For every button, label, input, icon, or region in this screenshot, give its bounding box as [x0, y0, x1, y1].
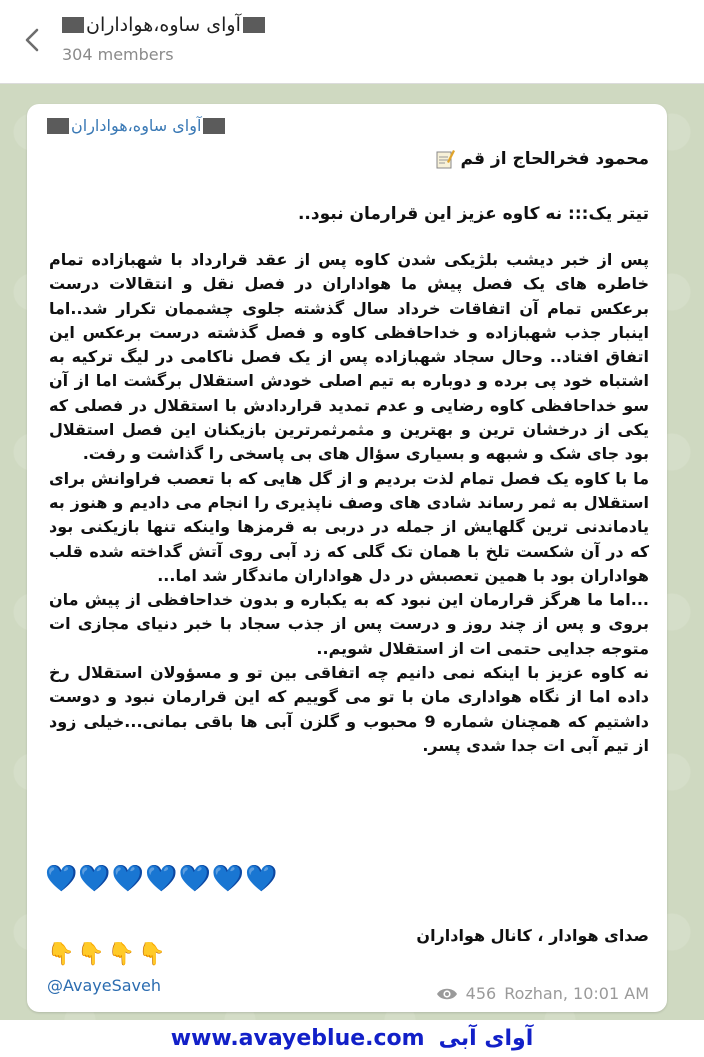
- blue-heart-icon: 💙: [78, 864, 112, 894]
- blue-heart-icon: 💙: [178, 864, 212, 894]
- pointing-down-icon: 👇: [77, 942, 108, 967]
- channel-handle-link[interactable]: @AvayeSaveh: [47, 976, 162, 995]
- channel-avatar-icon: [243, 17, 265, 33]
- blue-heart-icon: 💙: [211, 864, 246, 894]
- back-button[interactable]: [14, 22, 50, 58]
- watermark-banner: [0, 1020, 704, 1057]
- message-author: [433, 148, 649, 170]
- chat-title[interactable]: [62, 14, 265, 36]
- chat-header: [0, 0, 704, 84]
- watermark-name: آوای آبی: [438, 1026, 534, 1051]
- channel-avatar-icon: [203, 118, 225, 134]
- message-body: پس از خبر دیشب بلژیکی شدن کاوه پس از عقد قرارداد با شهبازاده تمام خاطره های یک فصل پیش ما هواداران در فصل نقل و انتقالات درست برعکس تمام آن اتفاقات خرداد سال گذشته جلوی چشممان تکرار شد..اما اینبار جذب شهبازاده و خداحافظی کاوه و فصل گذشته درست برعکس این اتفاق افتاد.. وحال سجاد شهبازاده پس از یک فصل ناکامی در لیگ ترکیه به اشتباه خود پی برده و دوباره به تیم اصلی خودش استقلال برگشت اما از آن سو خداحافظی کاوه رضایی و عدم تمدید قراردادش با استقلال در فصلی که یکی از درخشان ترین و بهترین و مثمرثمرترین بازیکنان این فصل استقلال بود جای شک و شبهه و بسیاری سؤال های بی پاسخی را گذاشت و رفت. ما با کاوه یک فصل تمام لذت بردیم و از گل هایی که با تعصب فراوانش برای استقلال به ثمر رساند شادی های وصف ناپذیری را انجام می دادیم و هنوز به یادماندنی ترین گلهایش از جمله در دربی به قرمزها واینکه تنها بازیکنی بود که در آن شکست تلخ با همان تک گلی که زد آبی روی آتش گداخته شده قلب هواداران بود با همین تعصبش در دل هواداران ماندگار شد اما... ...اما ما هرگز قرارمان این نبود که به یکباره و بدون خداحافظی از پیش مان بروی و پس از چند روز و درست پس از جذب سجاد با خبر دنیای مجازی ات متوجه جدایی حتمی ات از استقلال شویم.. نه کاوه عزیز با اینکه نمی دانیم چه اتفاقی بین تو و مسؤولان استقلال رخ داده اما از نگاه هواداری مان با تو می گوییم که این قرارمان نبود و دوست داشتیم که همچنان شماره 9 محبوب و گلزن آبی ها باقی بمانی...خیلی زود از تیم آبی ات جدا شدی پسر.: [49, 250, 650, 755]
- blue-heart-icon: 💙: [245, 864, 279, 894]
- message-bubble[interactable]: [27, 104, 667, 1012]
- pointing-down-icon: 👇: [107, 942, 139, 967]
- pointing-hands-row: [47, 942, 169, 967]
- channel-name-text: آوای ساوه،هواداران: [71, 116, 202, 135]
- message-headline: تیتر یک::: نه کاوه عزیز این قرارمان نبود..: [297, 204, 649, 224]
- channel-avatar-icon: [62, 17, 84, 33]
- chevron-left-icon: [24, 28, 40, 52]
- chat-title-text: آوای ساوه،هواداران: [86, 14, 241, 36]
- blue-heart-icon: 💙: [45, 864, 79, 894]
- eye-icon: [436, 987, 458, 1001]
- blue-heart-icon: 💙: [111, 864, 146, 894]
- watermark-url: www.avayeblue.com: [170, 1026, 425, 1051]
- pointing-down-icon: 👇: [47, 942, 78, 967]
- memo-icon: [433, 148, 455, 170]
- message-meta: [436, 984, 649, 1003]
- channel-avatar-icon: [47, 118, 69, 134]
- message-footer-text: صدای هوادار ، کانال هواداران: [416, 926, 649, 945]
- forwarded-channel-name[interactable]: [47, 116, 225, 135]
- author-text: محمود فخرالحاج از قم: [460, 149, 649, 169]
- signature-time: Rozhan, 10:01 AM: [504, 984, 649, 1003]
- member-count: 304 members: [62, 45, 174, 64]
- hearts-row: [45, 864, 279, 894]
- view-count: 456: [465, 984, 497, 1003]
- pointing-down-icon: 👇: [138, 942, 169, 967]
- blue-heart-icon: 💙: [145, 864, 179, 894]
